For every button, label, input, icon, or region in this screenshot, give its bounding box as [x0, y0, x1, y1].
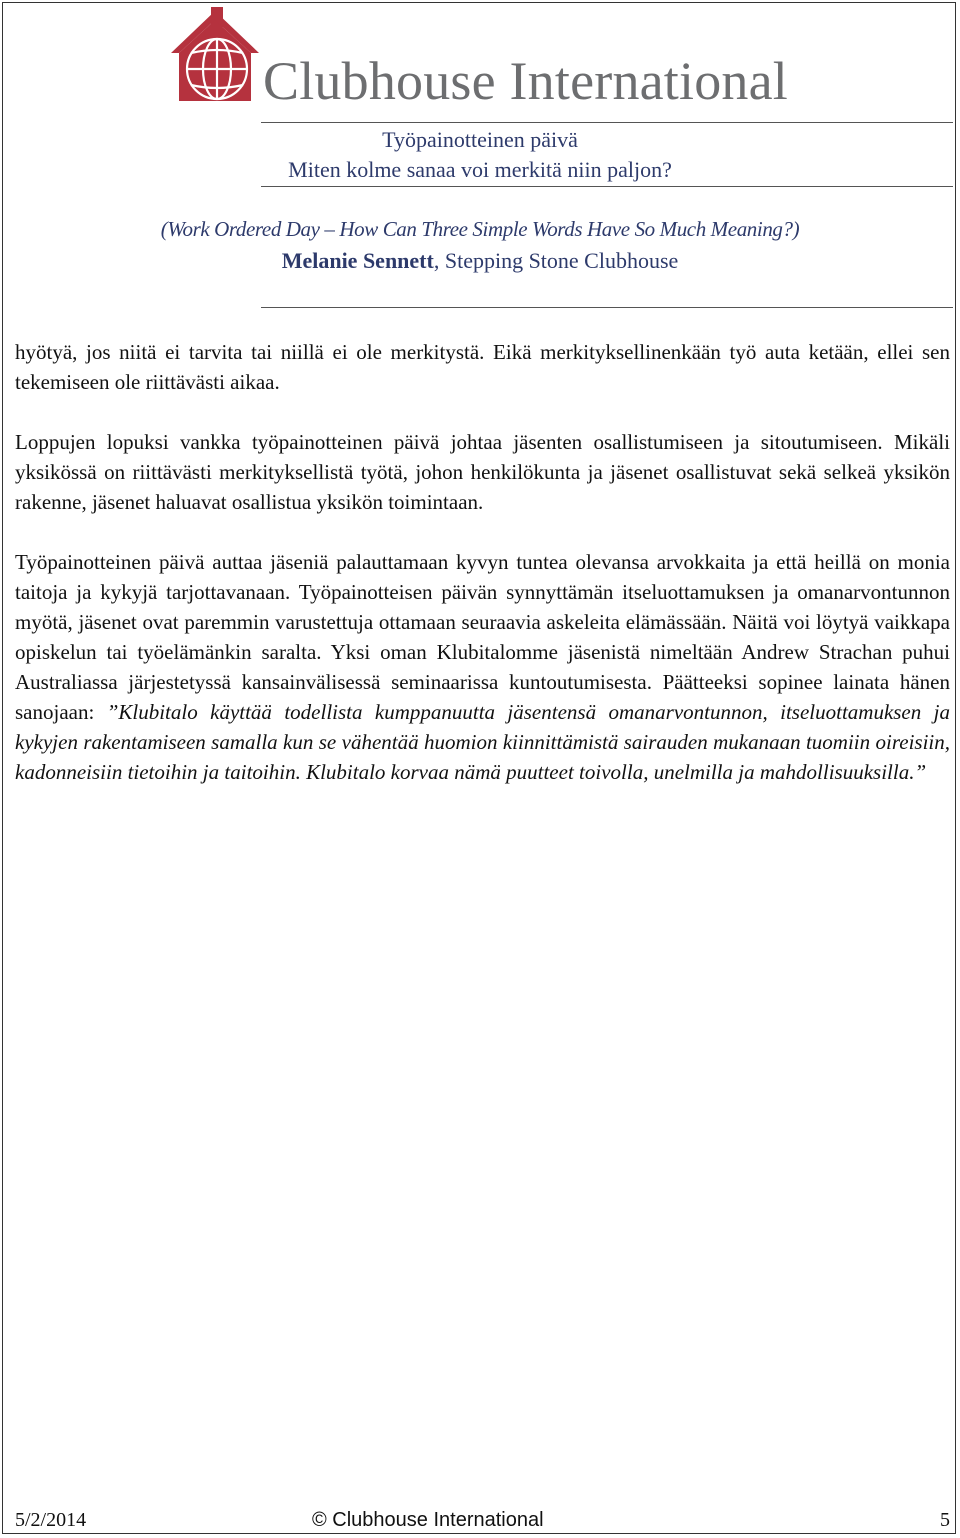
- paragraph-3-text: Työpainotteinen päivä auttaa jäseniä palauttamaan kyvyn tuntea olevansa arvokkaita ja että heillä on monia taitoja ja kykyjä tarjottavanaan. Työpainotteisen päivän synnyttämän itseluottamuksen ja omanarvontunnon myötä, jäsenet ovat paremmin varustettuja ottamaan seuraavia askeleita elämässään. Näitä voi löytyä vaikkapa opiskelun tai työelämänkin saralta. Yksi oman Klubitalomme jäsenistä nimeltään Andrew Strachan puhui Australiassa järjestetyssä kansainvälisessä seminaarissa kuntoutumisesta. Päätteeksi sopinee lainata hänen sanojaan:: [15, 550, 950, 724]
- subtitle-line-2: Miten kolme sanaa voi merkitä niin paljon?: [288, 157, 672, 182]
- header-rule-bottom: [261, 307, 953, 308]
- paragraph-2: Loppujen lopuksi vankka työpainotteinen päivä johtaa jäsenten osallistumiseen ja sitoutumiseen. Mikäli yksikössä on riittävästi merkityksellistä työtä, johon henkilökunta ja jäsenet osallistuvat sekä selkeä yksikön rakenne, jäsenet haluavat osallistua yksikön toimintaan.: [15, 430, 950, 514]
- house-globe-icon: [171, 7, 261, 103]
- paragraph-1: hyötyä, jos niitä ei tarvita tai niillä ei ole merkitystä. Eikä merkityksellinenkään työ auta ketään, ellei sen tekemiseen ole riittävästi aikaa.: [15, 340, 950, 394]
- logo-wordmark: Clubhouse International: [263, 51, 788, 111]
- english-title: (Work Ordered Day – How Can Three Simple Words Have So Much Meaning?): [160, 217, 800, 241]
- author-name: Melanie Sennett: [281, 248, 434, 273]
- paragraph-3: [15, 547, 950, 787]
- author-organization: , Stepping Stone Clubhouse: [433, 248, 679, 273]
- document-page: [2, 2, 956, 1534]
- author-line: [3, 248, 957, 274]
- header-rule-middle: [261, 186, 953, 187]
- subtitle-line-1: Työpainotteinen päivä: [382, 127, 578, 152]
- page-number: 5: [940, 1509, 950, 1531]
- document-body: [15, 337, 950, 817]
- footer-copyright: © Clubhouse International: [312, 1509, 544, 1531]
- footer-date: 5/2/2014: [15, 1509, 87, 1531]
- paragraph-3-quote: ”Klubitalo käyttää todellista kumppanuutta jäsentensä omanarvontunnon, itseluottamuksen ja kykyjen rakentamiseen samalla kun se vähentää huomion kiinnittämistä sairauden mukanaan tuomiin oireisiin, kadonneisiin tietoihin ja taitoihin. Klubitalo korvaa nämä puutteet toivolla, unelmilla ja mahdollisuuksilla.”: [15, 700, 950, 784]
- page-footer: [15, 1509, 950, 1535]
- clubhouse-logo: [171, 7, 811, 111]
- header-rule-top: [261, 122, 953, 123]
